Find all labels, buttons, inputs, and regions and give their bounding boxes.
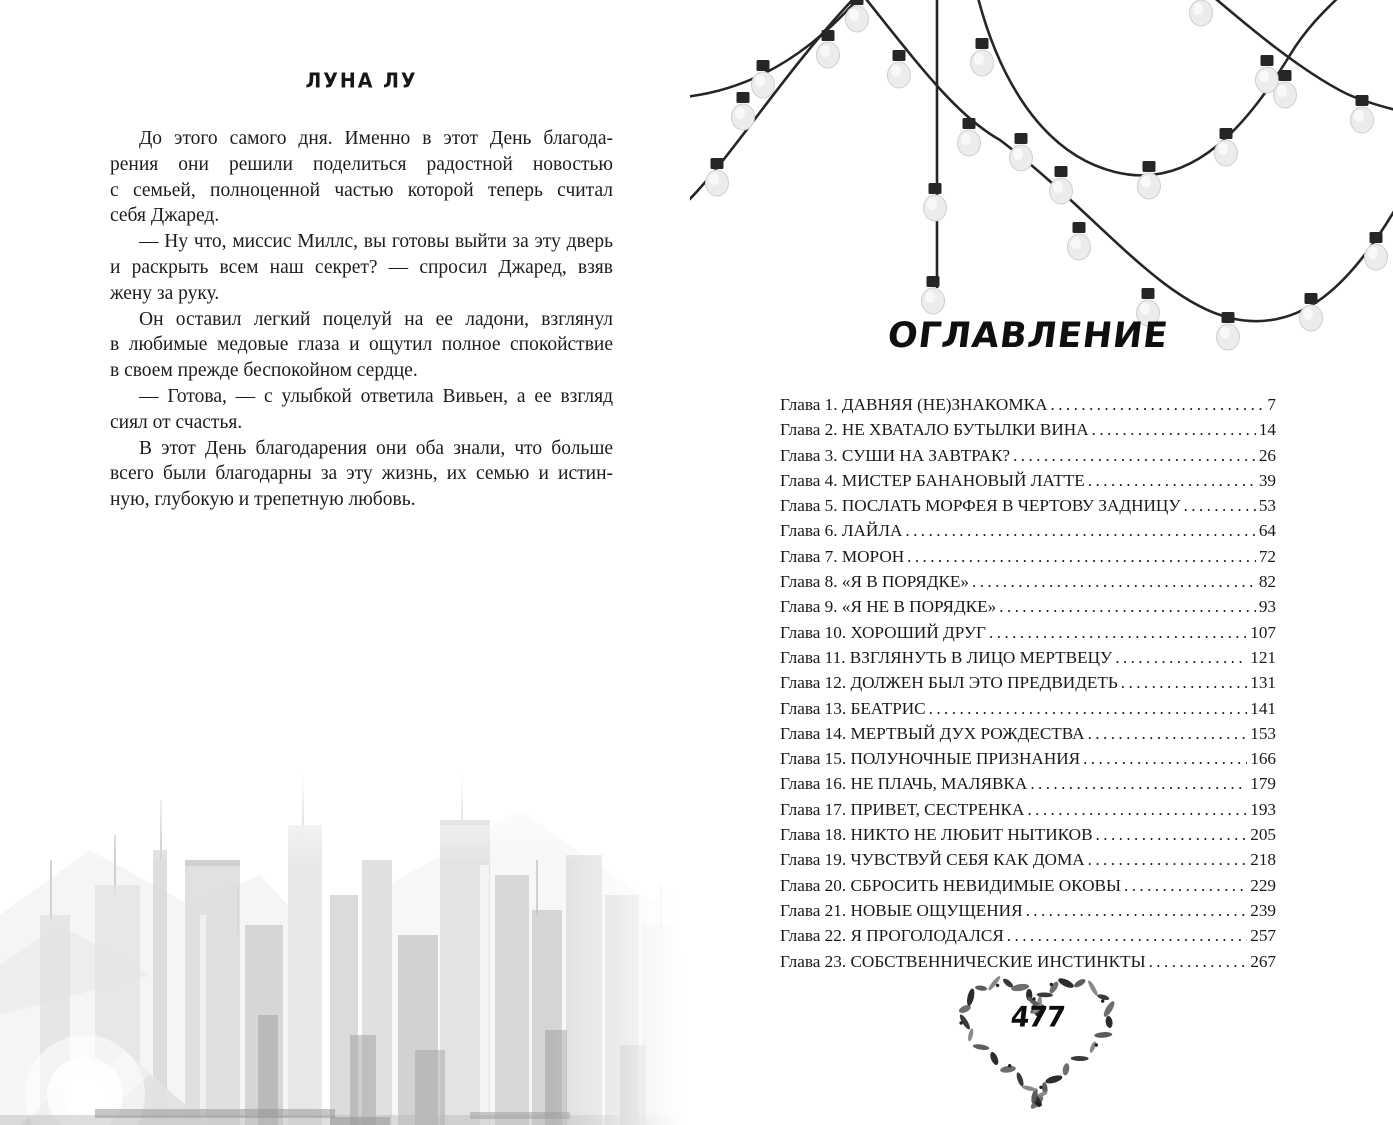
city-fade-right <box>555 765 700 1125</box>
text-line: сиял от счастья. <box>110 411 243 433</box>
toc-row <box>780 724 1276 749</box>
toc-dot-leader <box>1083 749 1247 769</box>
toc-list <box>780 395 1276 977</box>
toc-row <box>780 446 1276 471</box>
toc-row <box>780 648 1276 673</box>
text-line: себя Джаред. <box>110 205 220 227</box>
text-line: Он оставил легкий поцелуй на ее ладони, взглянул <box>139 308 613 330</box>
wreath-leaf <box>1048 980 1060 995</box>
toc-dot-leader <box>1013 446 1256 466</box>
light-bulb-icon <box>1215 128 1238 166</box>
text-line: ную, глубокую и трепетную любовь. <box>110 489 416 511</box>
toc-entry-label: Глава 17. ПРИВЕТ, СЕСТРЕНКА <box>780 799 1025 819</box>
toc-entry-page: 72 <box>1258 546 1276 566</box>
toc-entry-label: Глава 19. ЧУВСТВУЙ СЕБЯ КАК ДОМА <box>780 850 1085 870</box>
light-bulb-icon <box>924 183 947 221</box>
wreath-leaf <box>1057 976 1075 990</box>
toc-row <box>780 850 1276 875</box>
toc-row <box>780 521 1276 546</box>
toc-entry-label: Глава 22. Я ПРОГОЛОДАЛСЯ <box>780 926 1004 946</box>
text-line: жену за руку. <box>110 282 220 304</box>
toc-dot-leader <box>1088 850 1248 870</box>
toc-row <box>780 623 1276 648</box>
toc-row <box>780 597 1276 622</box>
toc-dot-leader <box>1121 673 1247 693</box>
toc-heading: ОГЛАВЛЕНИЕ <box>885 316 1171 356</box>
wreath-leaf <box>1087 979 1100 996</box>
toc-entry-label: Глава 12. ДОЛЖЕН БЫЛ ЭТО ПРЕДВИДЕТЬ <box>780 673 1118 693</box>
wreath-leaf <box>1089 1041 1098 1054</box>
light-bulb-icon <box>1050 166 1073 204</box>
toc-row <box>780 926 1276 951</box>
toc-entry-page: 39 <box>1258 470 1276 490</box>
wreath-berry <box>1032 997 1035 1000</box>
toc-entry-page: 267 <box>1250 951 1276 971</box>
wreath-berry <box>1095 1043 1098 1046</box>
text-line: с семьей, полноценной частью которой теперь считал <box>110 179 613 201</box>
text-line: — Готова, — с улыбкой ответила Вивьен, а ее взгляд <box>139 385 613 407</box>
toc-entry-page: 93 <box>1258 597 1276 617</box>
toc-entry-page: 229 <box>1250 875 1276 895</box>
light-bulb-icon <box>922 276 945 314</box>
toc-row <box>780 901 1276 926</box>
toc-dot-leader <box>1088 724 1248 744</box>
toc-row <box>780 471 1276 496</box>
light-bulb-icon <box>888 50 911 88</box>
toc-entry-label: Глава 9. «Я НЕ В ПОРЯДКЕ» <box>780 597 997 617</box>
wreath-leaf <box>1015 1072 1025 1088</box>
toc-dot-leader <box>1088 471 1256 491</box>
toc-entry-label: Глава 8. «Я В ПОРЯДКЕ» <box>780 572 970 592</box>
toc-entry-label: Глава 11. ВЗГЛЯНУТЬ В ЛИЦО МЕРТВЕЦУ <box>780 647 1113 667</box>
toc-entry-page: 239 <box>1250 900 1276 920</box>
toc-entry-page: 82 <box>1258 572 1276 592</box>
toc-entry-label: Глава 10. ХОРОШИЙ ДРУГ <box>780 622 986 642</box>
toc-row <box>780 673 1276 698</box>
toc-entry-label: Глава 23. СОБСТВЕННИЧЕСКИЕ ИНСТИНКТЫ <box>780 951 1146 971</box>
wreath-leaf <box>1071 1056 1089 1061</box>
wreath-leaf <box>989 1051 1000 1066</box>
wreath-leaf <box>1000 1065 1017 1074</box>
wreath-berry <box>1050 983 1053 986</box>
light-bulb-icon <box>732 92 755 130</box>
toc-entry-page: 141 <box>1250 698 1276 718</box>
toc-entry-label: Глава 2. НЕ ХВАТАЛО БУТЫЛКИ ВИНА <box>780 420 1089 440</box>
toc-dot-leader <box>1184 496 1256 516</box>
toc-entry-page: 179 <box>1250 774 1276 794</box>
toc-entry-page: 64 <box>1258 521 1276 541</box>
wreath-berry <box>1037 1103 1040 1106</box>
text-line: До этого самого дня. Именно в этот День благода- <box>139 128 613 149</box>
wreath-leaf <box>1045 1074 1064 1085</box>
heart-wreath-ornament <box>950 970 1125 1122</box>
toc-entry-page: 53 <box>1258 496 1276 516</box>
light-bulb-icon <box>1190 0 1213 26</box>
wreath-leaf <box>1062 1063 1071 1076</box>
page-number: 477 <box>1009 1001 1066 1034</box>
toc-entry-page: 153 <box>1250 723 1276 743</box>
toc-entry-page: 257 <box>1250 926 1276 946</box>
toc-dot-leader <box>999 597 1256 617</box>
toc-dot-leader <box>989 623 1247 643</box>
toc-dot-leader <box>1007 926 1247 946</box>
toc-row <box>780 547 1276 572</box>
toc-dot-leader <box>1096 825 1248 845</box>
toc-row <box>780 699 1276 724</box>
text-line: всего были благодарны за эту жизнь, их семью и истин- <box>110 463 613 485</box>
toc-entry-page: 14 <box>1258 420 1276 440</box>
toc-dot-leader <box>907 547 1256 567</box>
light-bulb-icon <box>1256 55 1279 93</box>
light-bulb-icon <box>1138 161 1161 199</box>
wreath-leaf <box>1073 977 1087 989</box>
running-head-author: ЛУНА ЛУ <box>305 69 418 93</box>
toc-entry-page: 7 <box>1267 395 1276 414</box>
toc-row <box>780 496 1276 521</box>
toc-dot-leader <box>1026 901 1248 921</box>
toc-entry-page: 107 <box>1250 622 1276 642</box>
light-bulb-icon <box>752 60 775 98</box>
toc-row <box>780 395 1276 420</box>
toc-entry-page: 193 <box>1250 799 1276 819</box>
text-line: в своем прежде беспокойном сердце. <box>110 360 418 382</box>
toc-entry-label: Глава 14. МЕРТВЫЙ ДУХ РОЖДЕСТВА <box>780 723 1085 743</box>
toc-entry-label: Глава 20. СБРОСИТЬ НЕВИДИМЫЕ ОКОВЫ <box>780 875 1122 895</box>
light-bulb-icon <box>1351 95 1374 133</box>
toc-entry-page: 205 <box>1250 825 1276 845</box>
toc-entry-label: Глава 15. ПОЛУНОЧНЫЕ ПРИЗНАНИЯ <box>780 749 1081 769</box>
wreath-berry <box>1039 1086 1042 1089</box>
toc-entry-page: 26 <box>1258 445 1276 465</box>
light-bulb-icon <box>1010 133 1033 171</box>
toc-dot-leader <box>1051 395 1265 415</box>
text-line: в любимые медовые глаза и ощутил полное спокойствие <box>110 334 613 356</box>
toc-dot-leader <box>1149 952 1248 972</box>
toc-row <box>780 749 1276 774</box>
wreath-leaf <box>1011 983 1030 993</box>
toc-entry-page: 131 <box>1250 673 1276 693</box>
toc-entry-label: Глава 18. НИКТО НЕ ЛЮБИТ НЫТИКОВ <box>780 825 1093 845</box>
toc-dot-leader <box>1027 800 1247 820</box>
toc-dot-leader <box>1030 774 1247 794</box>
toc-entry-label: Глава 4. МИСТЕР БАНАНОВЫЙ ЛАТТЕ <box>780 470 1085 490</box>
toc-entry-page: 166 <box>1250 749 1276 769</box>
toc-dot-leader <box>1115 648 1247 668</box>
body-text <box>110 126 613 513</box>
light-bulb-icon <box>971 38 994 76</box>
toc-entry-page: 218 <box>1250 850 1276 870</box>
wreath-leaf <box>987 975 1002 992</box>
toc-dot-leader <box>972 572 1256 592</box>
wreath-leaf <box>973 1043 990 1051</box>
toc-entry-label: Глава 5. ПОСЛАТЬ МОРФЕЯ В ЧЕРТОВУ ЗАДНИЦУ <box>780 496 1181 516</box>
toc-entry-label: Глава 13. БЕАТРИС <box>780 698 926 718</box>
light-bulb-icon <box>1300 293 1323 331</box>
toc-entry-page: 121 <box>1250 647 1276 667</box>
wreath-leaf <box>975 985 988 992</box>
toc-dot-leader <box>905 521 1255 541</box>
text-line: В этот День благодарения они оба знали, что больше <box>139 437 613 459</box>
toc-row <box>780 420 1276 445</box>
heart-wreath-svg <box>950 970 1125 1122</box>
light-bulb-icon <box>1365 232 1388 270</box>
text-line: — Ну что, миссис Миллс, вы готовы выйти за эту дверь <box>139 231 613 253</box>
toc-dot-leader <box>1124 876 1247 896</box>
toc-entry-label: Глава 7. МОРОН <box>780 546 905 566</box>
wreath-berry <box>1008 1064 1011 1067</box>
toc-dot-leader <box>1092 420 1256 440</box>
toc-row <box>780 825 1276 850</box>
toc-entry-label: Глава 3. СУШИ НА ЗАВТРАК? <box>780 445 1011 465</box>
toc-dot-leader <box>929 699 1248 719</box>
toc-entry-label: Глава 6. ЛАЙЛА <box>780 521 903 541</box>
wreath-berry <box>996 984 999 987</box>
toc-row <box>780 876 1276 901</box>
toc-entry-label: Глава 1. ДАВНЯЯ (НЕ)ЗНАКОМКА <box>780 395 1048 414</box>
text-line: рения они решили поделиться радостной новостью <box>110 153 613 175</box>
toc-entry-label: Глава 21. НОВЫЕ ОЩУЩЕНИЯ <box>780 900 1023 920</box>
toc-row <box>780 774 1276 799</box>
light-bulb-icon <box>1068 222 1091 260</box>
text-line: и раскрыть всем наш секрет? — спросил Джаред, взяв <box>110 256 613 278</box>
toc-row <box>780 572 1276 597</box>
toc-row <box>780 800 1276 825</box>
toc-entry-label: Глава 16. НЕ ПЛАЧЬ, МАЛЯВКА <box>780 774 1028 794</box>
light-bulb-icon <box>706 158 729 196</box>
